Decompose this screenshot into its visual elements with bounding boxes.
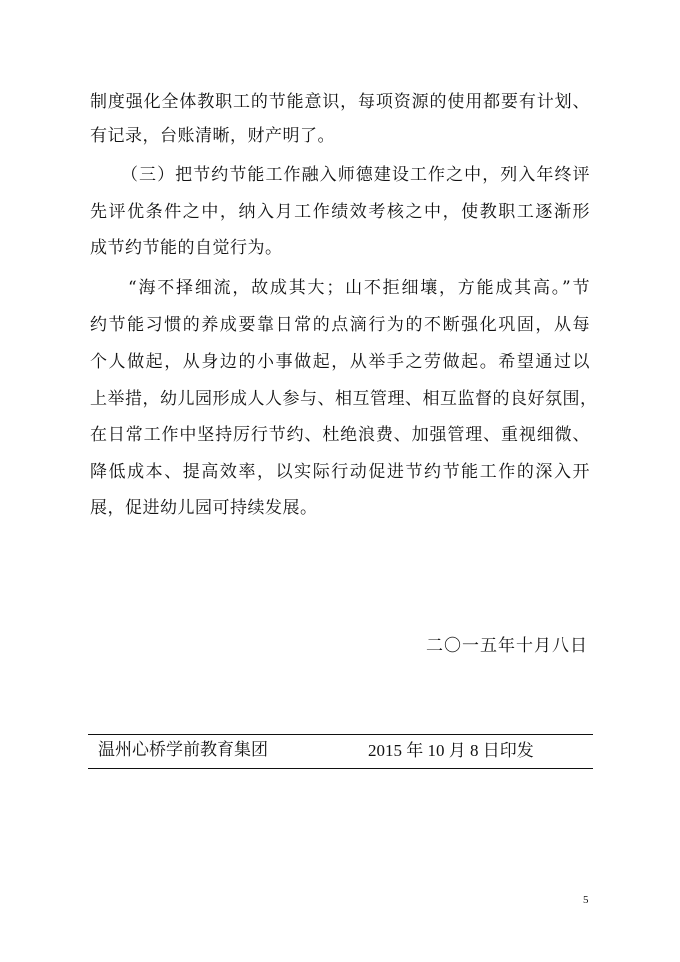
- body-line-8: 个人做起，从身边的小事做起，从举手之劳做起。希望通过以: [90, 352, 590, 372]
- footer-printed-date: 2015 年 10 月 8 日印发: [368, 741, 534, 760]
- body-line-9: 上举措，幼儿园形成人人参与、相互管理、相互监督的良好氛围，: [90, 389, 598, 409]
- signature-date: 二〇一五年十月八日: [426, 636, 588, 656]
- footer-top-rule: [88, 734, 593, 735]
- body-line-3: （三）把节约节能工作融入师德建设工作之中，列入年终评: [121, 165, 590, 185]
- body-line-4: 先评优条件之中，纳入月工作绩效考核之中，使教职工逐渐形: [90, 202, 590, 222]
- page-number: 5: [583, 894, 589, 906]
- footer-bottom-rule: [88, 768, 593, 769]
- body-line-5: 成节约节能的自觉行为。: [90, 238, 283, 258]
- body-line-11: 降低成本、提高效率，以实际行动促进节约节能工作的深入开: [90, 462, 590, 482]
- body-line-10: 在日常工作中坚持厉行节约、杜绝浪费、加强管理、重视细微、: [90, 425, 590, 445]
- body-line-12: 展，促进幼儿园可持续发展。: [90, 498, 318, 518]
- body-line-1: 制度强化全体教职工的节能意识，每项资源的使用都要有计划、: [90, 92, 590, 112]
- body-line-2: 有记录，台账清晰，财产明了。: [90, 126, 335, 146]
- body-line-6: “海不择细流，故成其大；山不拒细壤，方能成其高。”节: [128, 278, 590, 298]
- body-line-7: 约节能习惯的养成要靠日常的点滴行为的不断强化巩固，从每: [90, 315, 590, 335]
- footer-organization: 温州心桥学前教育集团: [98, 740, 268, 760]
